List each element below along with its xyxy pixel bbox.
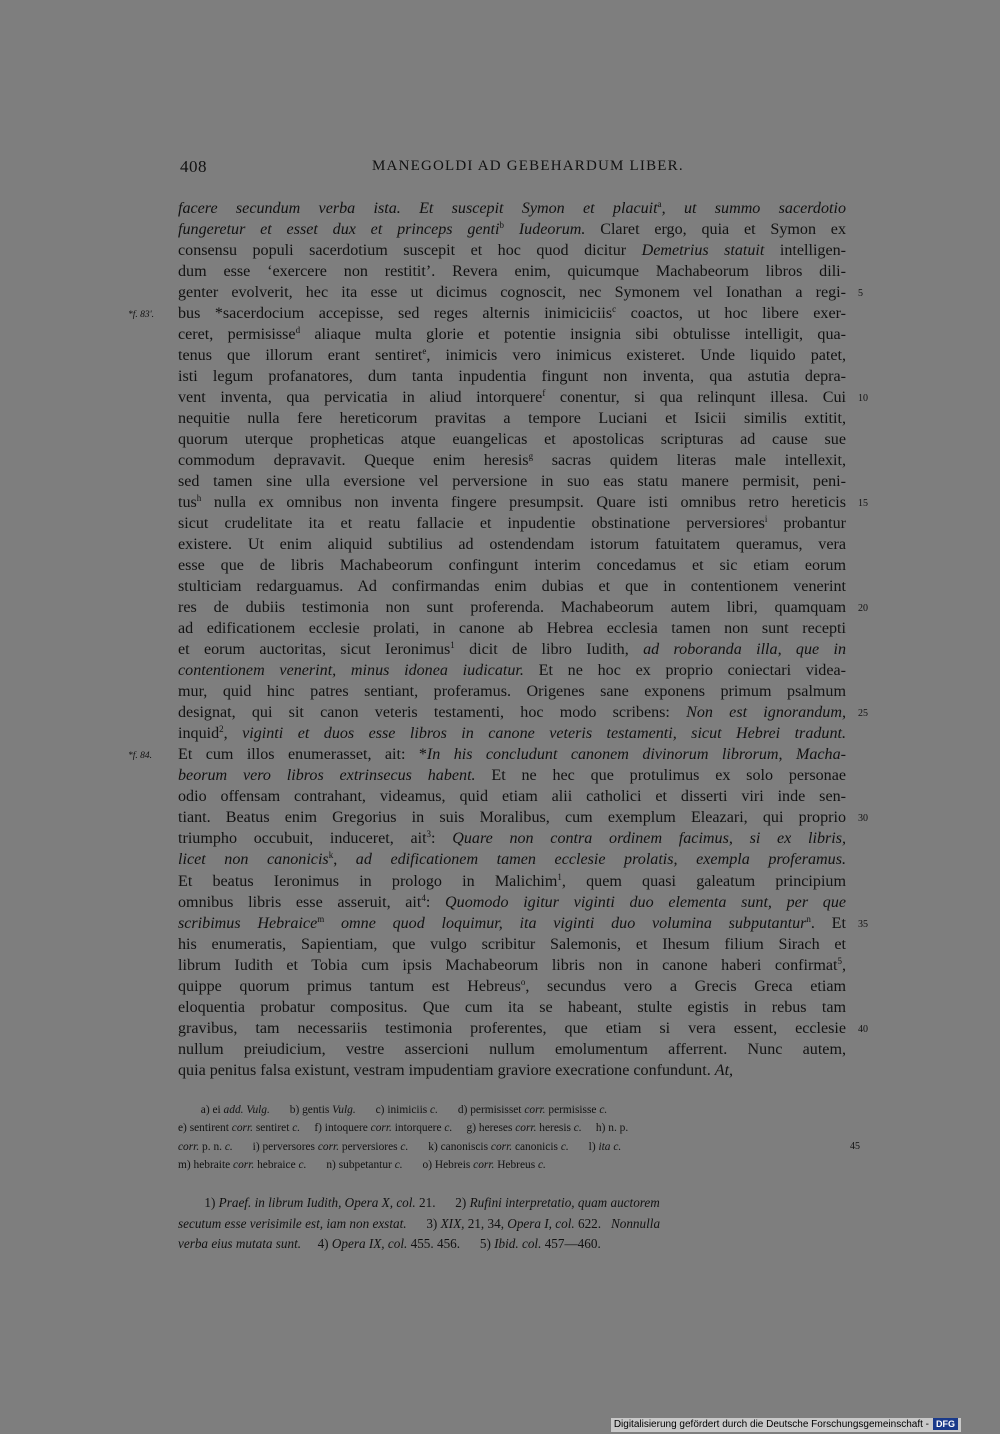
apparatus-line: e) sentirent corr. sentiret c. f) intoquere corr. intorquere c. g) hereses corr. heresis c. h) n. p.: [178, 1122, 629, 1135]
page-number: 408: [180, 157, 207, 176]
running-title: MANEGOLDI AD GEBEHARDUM LIBER.: [372, 158, 684, 174]
text-line: res de dubiis testimonia non sunt proferenda. Machabeorum autem libri, quamquam 20: [178, 597, 846, 618]
text-line: nequitie nulla fere hereticorum pravitas a tempore Luciani et Isicii similis extitit,: [178, 410, 846, 428]
line-number: 40: [858, 1023, 868, 1035]
line-number: 15: [858, 498, 868, 510]
text-line: tenus que illorum erant sentiret$^e$, inimicis vero inimicus existeret. Unde liquido patet,: [178, 346, 846, 365]
text-line: librum Iudith et Tobia cum ipsis Machabeorum libris non in canone haberi confirmat$^5$,: [178, 955, 846, 974]
line-number: 10: [858, 393, 868, 405]
text-line: licet non canonicis$^k$, ad edificationem tamen ecclesie prolatis, exempla proferamus.: [178, 850, 846, 869]
text-line: beorum vero libros extrinsecus habent. Et ne hec que protulimus ex solo personae: [178, 767, 847, 785]
footnote-line: secutum esse verisimile est, iam non exstat. 3) XIX, 21, 34, Opera I, col. 622. Nonnulla: [178, 1215, 661, 1231]
line-number: 25: [858, 708, 868, 720]
footnote-line: 1) Praef. in librum Iudith, Opera X, col. 21. 2) Rufini interpretatio, quam auctorem: [178, 1195, 660, 1210]
text-line: dum esse ‘exercere non restitit’. Revera enim, quicumque Machabeorum libros dili-: [178, 263, 846, 281]
apparatus-line: m) hebraite corr. hebraice c. n) subpetantur c. o) Hebreis corr. Hebreus c.: [178, 1159, 546, 1172]
text-line: scribimus Hebraice$^m$ omne quod loquimur, ita viginti duo volumina subputantur$^n$. Et 35: [178, 913, 846, 934]
text-line: odio offensam contrahant, videamus, quid etiam alii catholici et disserti viri inde sen-: [178, 788, 846, 806]
critical-apparatus: [178, 1101, 860, 1175]
text-line: triumpho occubuit, induceret, ait$^3$: Quare non contra ordinem facimus, si ex libris,: [178, 829, 847, 848]
text-line: et eorum auctoritas, sicut Ieronimus$^1$ dicit de libro Iudith, ad roboranda illa, que in: [178, 640, 846, 659]
text-line: existere. Ut enim aliquid subtilius ad ostendendam istorum fatuitatem queramus, vera: [178, 536, 846, 554]
running-head: [180, 157, 845, 181]
line-number: 30: [858, 813, 868, 825]
text-line: bus *sacerdocium accepisse, sed reges alternis inimiciciis$^c$ coactos, ut hoc libere exer- *f. 83'.: [178, 303, 846, 324]
dfg-logo: DFG: [933, 1418, 958, 1430]
folio-marker: *f. 83'.: [128, 310, 155, 321]
text-line: mur, quid hinc patres sentiant, proferamus. Origenes sane exponens primum psalmum: [178, 683, 846, 701]
text-line: designat, qui sit canon veteris testamenti, hoc modo scribens: Non est ignorandum, 25: [178, 702, 846, 723]
text-line: sicut crudelitate ita et reatu fallacie et inpudentie obstinatione perversiores$^i$ probantur: [178, 514, 847, 533]
text-line: contentionem venerint, minus idonea iudicatur. Et ne hoc ex proprio coniectari videa-: [178, 662, 846, 680]
main-text-block: [128, 198, 868, 1081]
line-number: 45: [850, 1140, 860, 1152]
text-line: fungeretur et esset dux et princeps genti$^b$ Iudeorum. Claret ergo, quia et Symon ex: [178, 220, 846, 239]
text-line: omnibus libris esse asseruit, ait$^4$: Quomodo igitur viginti duo elementa sunt, per que: [178, 892, 847, 911]
text-line: eloquentia probatur compositus. Que cum ita se habeant, stulte egistis in rebus tam: [178, 998, 846, 1016]
text-line: quorum uterque propheticas atque euangelicas et apostolicas scripturas ad cause sue: [178, 431, 846, 449]
text-line: stulticiam redarguamus. Ad confirmandas enim dubias et que in contentionem venerint: [178, 578, 846, 596]
source-footnotes: [178, 1193, 846, 1255]
text-line: nullum preiudicium, vestre assercioni nullum emolumentum afferrent. Nunc autem,: [178, 1040, 846, 1058]
text-line: vent inventa, qua pervicatia in aliud intorquere$^f$ conentur, si qua relinqunt illesa. Cui 10: [178, 387, 846, 408]
text-line: genter evolverit, hec ita esse ut dicimus cognoscit, nec Symonem vel Ionathan a regi- 5: [178, 282, 846, 303]
text-line: inquid$^2$, viginti et duos esse libros in canone veteris testamenti, sicut Hebrei tradunt.: [178, 724, 846, 743]
text-line: ad edificationem ecclesie prolati, in canone ab Hebrea ecclesia tamen non sunt recepti: [178, 620, 846, 638]
text-line: facere secundum verba ista. Et suscepit Symon et placuit$^a$, ut summo sacerdotio: [178, 199, 846, 217]
line-number: 5: [858, 288, 863, 300]
text-line: Et beatus Ieronimus in prologo in Malichim$^1$, quem quasi galeatum principium: [178, 871, 846, 890]
apparatus-line: a) ei add. Vulg. b) gentis Vulg. c) inimiciis c. d) permisisset corr. permisisse c.: [178, 1104, 608, 1116]
line-number: 35: [858, 918, 868, 930]
text-line: tus$^h$ nulla ex omnibus non inventa fingere presumpsit. Quare isti omnibus retro hereticis 15: [178, 492, 846, 513]
text-line: commodum depravavit. Queque enim heresis$^g$ sacras quidem literas male intellexit,: [178, 451, 846, 470]
text-line: ceret, permisisse$^d$ aliaque multa glorie et potentie insignia sibi obtulisse intelligit, qua-: [178, 325, 846, 344]
text-line: his enumeratis, Sapientiam, que vulgo scribitur Salemonis, et Ihesum filium Sirach et: [178, 935, 846, 953]
footnote-line: verba eius mutata sunt. 4) Opera IX, col. 455. 456. 5) Ibid. col. 457—460.: [178, 1236, 601, 1252]
text-line: quia penitus falsa existunt, vestram impudentiam graviore execratione confundunt. At,: [178, 1061, 734, 1079]
line-number: 20: [858, 603, 868, 615]
folio-marker: *f. 84.: [128, 751, 153, 762]
dfg-footer[interactable]: [611, 1418, 961, 1432]
text-line: esse que de libris Machabeorum confingunt interim concedamus et sic etiam eorum: [178, 557, 846, 575]
text-line: tiant. Beatus enim Gregorius in suis Moralibus, cum exemplum Eleazari, qui proprio 30: [178, 807, 846, 828]
text-line: Et cum illos enumerasset, ait: *In his concludunt canonem divinorum librorum, Macha- *f. 84.: [178, 744, 846, 765]
apparatus-line: corr. p. n. c. i) perversores corr. perversiores c. k) canoniscis corr. canonicis c. l) ita c. 45: [178, 1138, 846, 1156]
text-line: sed tamen sine ulla eversione vel perversione in suo eas statu manere permisit, peni-: [178, 473, 846, 491]
text-line: quippe quorum primus tantum est Hebreus$^o$, secundus vero a Grecis Greca etiam: [178, 976, 846, 995]
text-line: gravibus, tam necessariis testimonia proferentes, que etiam si vera essent, ecclesie 40: [178, 1018, 846, 1039]
footer-text: Digitalisierung gefördert durch die Deutsche Forschungsgemeinschaft -: [613, 1419, 929, 1430]
text-line: consensu populi sacerdotium suscepit et hoc quod dicitur Demetrius statuit intelligen-: [178, 242, 847, 260]
text-line: isti legum profanatores, dum tanta inpudentia fingunt non inventa, qua astutia depra-: [178, 368, 846, 386]
